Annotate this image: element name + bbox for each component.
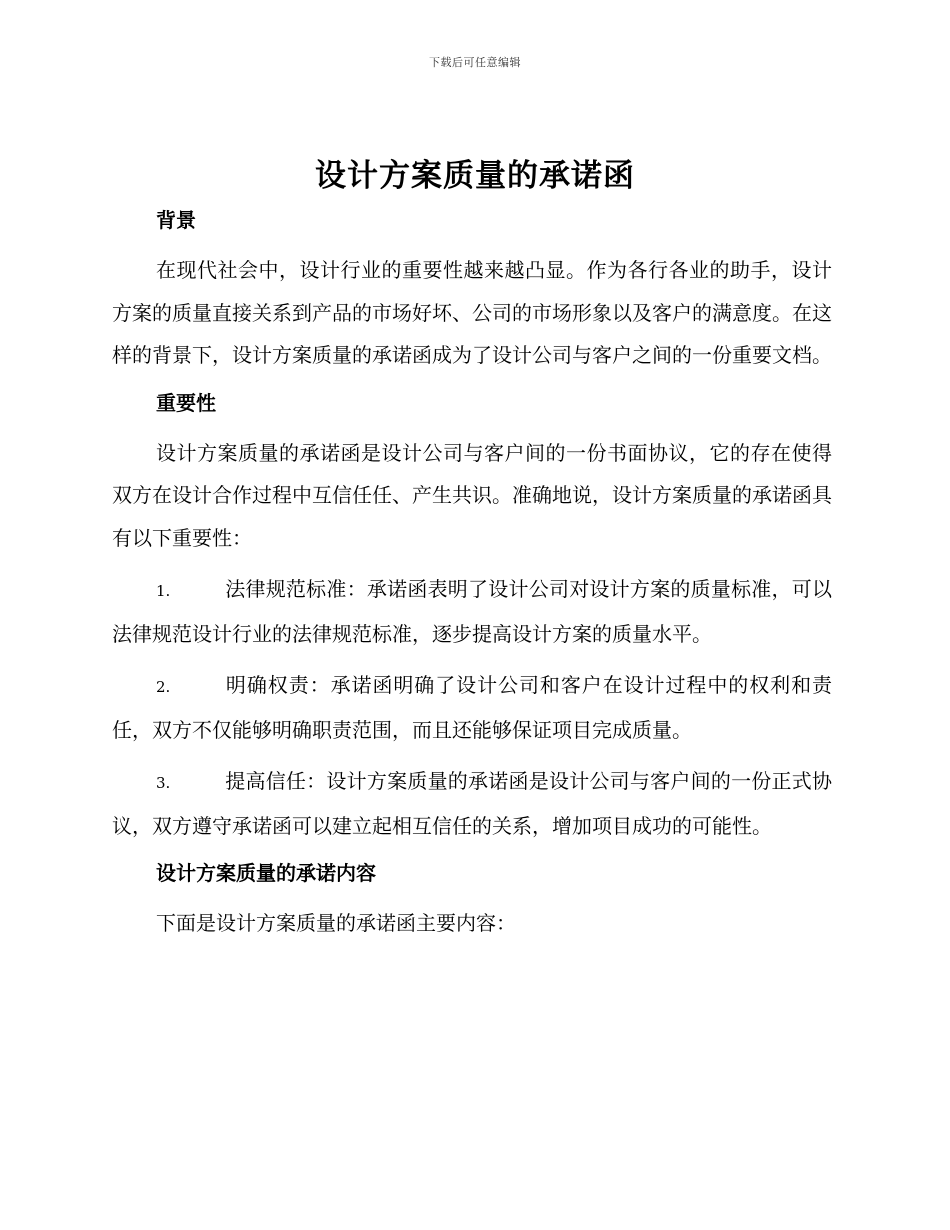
importance-paragraph: 设计方案质量的承诺函是设计公司与客户间的一份书面协议，它的存在使得双方在设计合作过程中互信任任、产生共识。准确地说，设计方案质量的承诺函具有以下重要性： xyxy=(112,440,832,550)
document-body xyxy=(112,203,832,945)
list-item-number: 3. xyxy=(156,774,171,792)
section-heading-background: 背景 xyxy=(156,208,196,232)
background-paragraph: 在现代社会中，设计行业的重要性越来越凸显。作为各行各业的助手，设计方案的质量直接关系到产品的市场好坏、公司的市场形象以及客户的满意度。在这样的背景下，设计方案质量的承诺函成为了设计公司与客户之间的一份重要文档。 xyxy=(112,258,832,367)
list-item xyxy=(112,760,832,847)
list-item-number: 1. xyxy=(156,582,171,600)
content-paragraph: 下面是设计方案质量的承诺函主要内容： xyxy=(156,911,516,935)
list-item-number: 2. xyxy=(156,678,171,696)
document-title: 设计方案质量的承诺函 xyxy=(315,158,635,194)
header-note: 下载后可任意编辑 xyxy=(429,56,521,69)
list-item-text: 法律规范标准：承诺函表明了设计公司对设计方案的质量标准，可以法律规范设计行业的法律规范标准，逐步提高设计方案的质量水平。 xyxy=(112,577,832,646)
section-heading-importance: 重要性 xyxy=(156,390,216,415)
list-item xyxy=(112,568,832,655)
list-item-text: 提高信任：设计方案质量的承诺函是设计公司与客户间的一份正式协议，双方遵守承诺函可以建立起相互信任的关系，增加项目成功的可能性。 xyxy=(112,769,832,838)
list-item xyxy=(112,664,832,751)
section-heading-content: 设计方案质量的承诺内容 xyxy=(156,861,376,885)
list-item-text: 明确权责：承诺函明确了设计公司和客户在设计过程中的权利和责任，双方不仅能够明确职责范围，而且还能够保证项目完成质量。 xyxy=(112,673,832,742)
